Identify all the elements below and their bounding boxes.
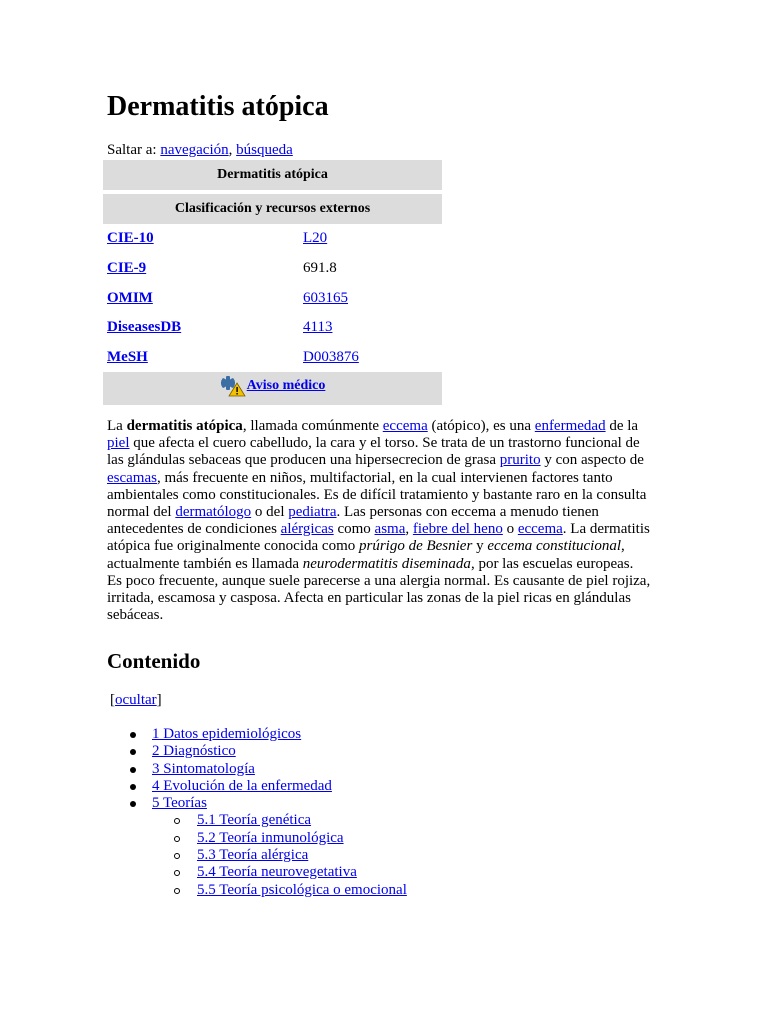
- jump-search-link[interactable]: búsqueda: [236, 142, 293, 158]
- toc-subitem: [152, 882, 407, 899]
- infobox-key-diseasesdb[interactable]: DiseasesDB: [107, 319, 182, 336]
- toc-toggle: [ocultar]: [110, 692, 162, 708]
- infobox-value-cie10[interactable]: L20: [303, 230, 328, 247]
- infobox-subtitle: Clasificación y recursos externos: [103, 194, 442, 224]
- infobox-row: [103, 283, 442, 313]
- link-eccema[interactable]: eccema: [382, 418, 428, 434]
- infobox-key-cie9[interactable]: CIE-9: [107, 260, 147, 277]
- toc-sublink[interactable]: 5.1 Teoría genética: [197, 812, 312, 829]
- infobox-value-cie9: 691.8: [303, 260, 337, 277]
- toc-item: [107, 726, 407, 743]
- toc-link[interactable]: 3 Sintomatología: [152, 760, 255, 777]
- toc-item: [107, 743, 407, 760]
- toc-subitem: [152, 812, 407, 829]
- toc-subitem: [152, 847, 407, 864]
- toc-sublink[interactable]: 5.3 Teoría alérgica: [197, 847, 309, 864]
- medical-warning-icon: [220, 375, 246, 397]
- intro-paragraph: La dermatitis atópica, llamada comúnmente eccema (atópico), es una enfermedad de la piel que afecta el cuero cabelludo, la cara y el torso. Se trata de un trastorno funcional de las glándulas sebaceas que producen una hipersecrecion de grasa prurito y con aspecto de escamas, más frecuente en niños, multifactorial, en la cual intervienen factores tanto ambientales como constitucionales. Es de difícil tratamiento y bastante raro en la consulta normal del dermatólogo o del pediatra. Las personas con eccema a menudo tienen antecedentes de condiciones alérgicas como asma, fiebre del heno o eccema. La dermatitis atópica fue originalmente conocida como prúrigo de Besnier y eccema constitucional, actualmente también es llamada neurodermatitis diseminada, por las escuelas europeas. Es poco frecuente, aunque suele parecerse a una alergia normal. Es causante de piel rojiza, irritada, escamosa y casposa. Afecta en particular las zonas de la piel ricas en glándulas sebáceas.: [107, 418, 651, 624]
- toc-link[interactable]: 5 Teorías: [152, 795, 207, 812]
- link-dermatologo[interactable]: dermatólogo: [175, 504, 252, 521]
- term-italic: prúrigo de Besnier: [358, 538, 473, 555]
- link-alergicas[interactable]: alérgicas: [280, 521, 334, 538]
- infobox-value-mesh[interactable]: D003876: [303, 349, 359, 366]
- toc-sublink[interactable]: 5.2 Teoría inmunológica: [197, 829, 344, 846]
- contents-heading: Contenido: [107, 649, 201, 673]
- infobox-value-diseasesdb[interactable]: 4113: [303, 319, 333, 336]
- link-escamas[interactable]: escamas: [107, 469, 157, 486]
- toc-item: [107, 761, 407, 778]
- infobox-key-omim[interactable]: OMIM: [107, 289, 153, 306]
- toc-item: [107, 778, 407, 795]
- link-fiebre-del-heno[interactable]: fiebre del heno: [412, 521, 503, 538]
- link-pediatra[interactable]: pediatra: [288, 504, 337, 521]
- jump-links: [107, 141, 293, 159]
- term-bold: dermatitis atópica: [126, 418, 243, 434]
- infobox: [103, 160, 442, 405]
- infobox-row: [103, 224, 442, 254]
- table-of-contents: [107, 726, 407, 899]
- toc-link[interactable]: 1 Datos epidemiológicos: [152, 726, 302, 742]
- jump-navigation-link[interactable]: navegación: [160, 142, 229, 158]
- infobox-value-omim[interactable]: 603165: [303, 289, 348, 306]
- medical-notice-link[interactable]: Aviso médico: [246, 378, 326, 394]
- infobox-title: Dermatitis atópica: [103, 160, 442, 190]
- page-title: Dermatitis atópica: [107, 91, 329, 122]
- jump-prefix: Saltar a:: [107, 142, 157, 158]
- medical-notice: [103, 372, 442, 405]
- toc-item: [107, 795, 407, 899]
- term-italic: eccema constitucional: [487, 538, 622, 555]
- toc-subitem: [152, 864, 407, 881]
- infobox-key-mesh[interactable]: MeSH: [107, 349, 148, 366]
- jump-separator: ,: [228, 142, 233, 158]
- toc-link[interactable]: 4 Evolución de la enfermedad: [152, 777, 332, 794]
- infobox-row: [103, 313, 442, 343]
- link-asma[interactable]: asma: [374, 521, 406, 538]
- toc-subitem: [152, 830, 407, 847]
- toc-sublink[interactable]: 5.4 Teoría neurovegetativa: [197, 864, 357, 881]
- link-enfermedad[interactable]: enfermedad: [534, 418, 606, 434]
- infobox-row: [103, 254, 442, 284]
- toc-link[interactable]: 2 Diagnóstico: [152, 743, 236, 760]
- link-eccema-2[interactable]: eccema: [517, 521, 563, 538]
- infobox-row: [103, 343, 442, 373]
- toc-hide-link[interactable]: ocultar: [115, 692, 157, 708]
- link-piel[interactable]: piel: [107, 435, 130, 452]
- infobox-key-cie10[interactable]: CIE-10: [107, 230, 154, 247]
- link-prurito[interactable]: prurito: [499, 452, 541, 469]
- term-italic: neurodermatitis diseminada: [302, 555, 471, 572]
- toc-sublist: [152, 812, 407, 898]
- toc-sublink[interactable]: 5.5 Teoría psicológica o emocional: [197, 881, 407, 898]
